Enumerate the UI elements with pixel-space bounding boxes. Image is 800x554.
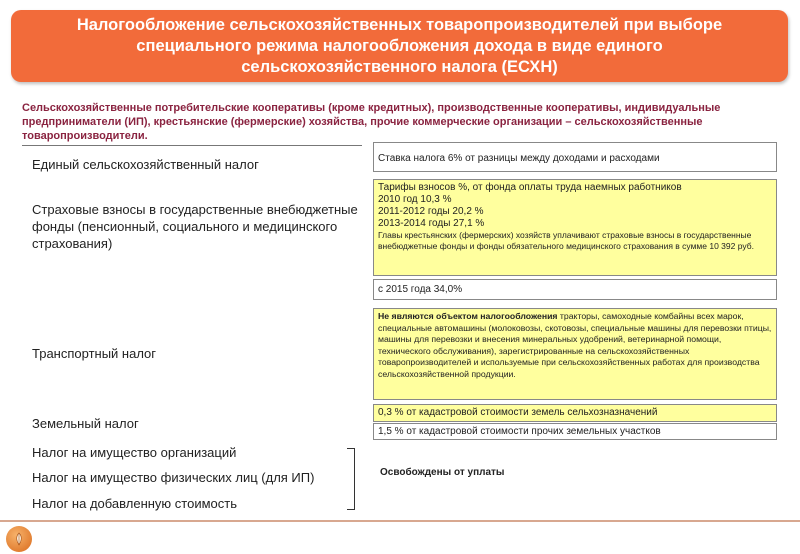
subtitle: Сельскохозяйственные потребительские кооперативы (кроме кредитных), производственные кооперативы, индивидуальные предприниматели (ИП), крестьянские (фермерские) хозяйства, прочие коммерческие организации – сельскохозяйственные товаропроизводители. xyxy=(22,102,721,142)
box-land-1 xyxy=(373,404,777,422)
box-land-2 xyxy=(373,423,777,440)
label-eshn: Единый сельскохозяйственный налог xyxy=(32,157,259,172)
label-property-org: Налог на имущество организаций xyxy=(32,445,237,460)
label-property-ind: Налог на имущество физических лиц (для ИП) xyxy=(32,470,315,485)
label-insurance: Страховые взносы в государственные внебюджетные фонды (пенсионный, социального и медицинского страхования) xyxy=(32,202,358,251)
insurance-line2: 2010 год 10,3 % xyxy=(378,194,452,205)
label-land: Земельный налог xyxy=(32,416,139,431)
land-value2: 1,5 % от кадастровой стоимости прочих земельных участков xyxy=(378,426,661,437)
box-transport xyxy=(373,308,777,400)
box-insurance-2015 xyxy=(373,279,777,300)
page-title xyxy=(11,10,788,82)
box-insurance xyxy=(373,179,777,276)
exempt-text: Освобождены от уплаты xyxy=(380,467,505,478)
emblem-icon xyxy=(6,526,32,552)
box-eshn xyxy=(373,142,777,172)
insurance-note: Главы крестьянских (фермерских) хозяйств уплачивают страховые взносы в государственные внебюджетные фонды и фонды обязательного медицинского страхования в сумме 10 392 руб. xyxy=(378,230,754,251)
insurance-2015: с 2015 года 34,0% xyxy=(378,284,463,295)
right-brace xyxy=(347,448,355,510)
label-vat: Налог на добавленную стоимость xyxy=(32,496,237,511)
insurance-line1: Тарифы взносов %, от фонда оплаты труда наемных работников xyxy=(378,182,682,193)
transport-text: тракторы, самоходные комбайны всех марок, специальные автомашины (молоковозы, скотовозы, специальные машины для перевозки птицы, машины для перевозки и внесения минеральных удобрений, ветеринарной помощи, технического обслуживания), зарегистрированные на сельскохозяйственных товаропроизводителей и используемые при сельскохозяйственных работах для производства сельскохозяйственной продукции. xyxy=(378,311,772,379)
label-transport: Транспортный налог xyxy=(32,346,157,361)
eshn-value: Ставка налога 6% от разницы между доходами и расходами xyxy=(378,153,660,164)
page-title-text: Налогообложение сельскохозяйственных товаропроизводителей при выборе специального режима налогообложения дохода в виде единого сельскохозяйственного налога (ЕСХН) xyxy=(76,15,723,76)
footer-divider xyxy=(0,520,800,522)
land-value1: 0,3 % от кадастровой стоимости земель сельхозназначений xyxy=(378,407,658,418)
transport-bold: Не являются объектом налогообложения xyxy=(378,311,558,321)
subtitle-divider xyxy=(22,145,362,146)
insurance-line4: 2013-2014 годы 27,1 % xyxy=(378,218,485,229)
insurance-line3: 2011-2012 годы 20,2 % xyxy=(378,206,484,217)
